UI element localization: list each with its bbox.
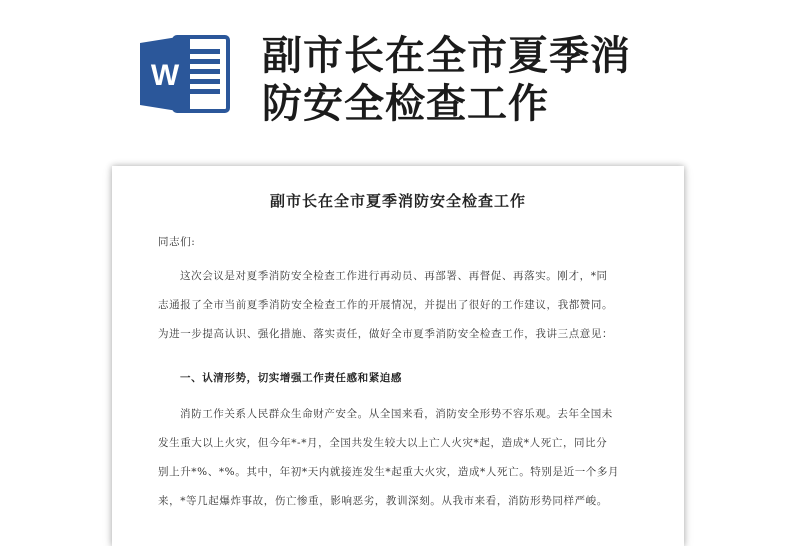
salutation: 同志们: [158,236,196,248]
word-icon-letter: W [150,59,180,92]
paragraph-1 [158,262,654,349]
document-page [112,166,684,546]
header-banner [0,0,800,150]
page-title-line-1: 副市长在全市夏季消 [262,33,631,79]
word-document-icon [140,33,232,115]
page-title [262,32,782,128]
paragraph-1-line-1: 这次会议是对夏季消防安全检查工作进行再动员、再部署、再督促、再落实。刚才，*同 [180,270,608,282]
paragraph-2-line-3: 别上升*%、*%。其中，年初*天内就接连发生*起重大火灾，造成*人死亡。特别是近一个多月 [158,466,620,478]
paragraph-2-line-2: 发生重大以上火灾，但今年*-*月，全国共发生较大以上亡人火灾*起，造成*人死亡，同比分 [158,437,608,449]
paragraph-2 [158,400,654,516]
paragraph-1-line-3: 为进一步提高认识、强化措施、落实责任，做好全市夏季消防安全检查工作，我讲三点意见： [158,328,614,340]
paragraph-1-line-2: 志通报了全市当前夏季消防安全检查工作的开展情况，并提出了很好的工作建议，我都赞同。 [158,299,614,311]
section-heading-1: 一、认清形势，切实增强工作责任感和紧迫感 [180,372,402,384]
page-title-line-2: 防安全检查工作 [262,81,549,127]
paragraph-2-line-1: 消防工作关系人民群众生命财产安全。从全国来看，消防安全形势不容乐观。去年全国未 [180,408,613,420]
paragraph-2-line-4: 来，*等几起爆炸事故，伤亡惨重，影响恶劣，教训深刻。从我市来看，消防形势同样严峻。 [158,495,608,507]
document-title: 副市长在全市夏季消防安全检查工作 [269,192,526,210]
